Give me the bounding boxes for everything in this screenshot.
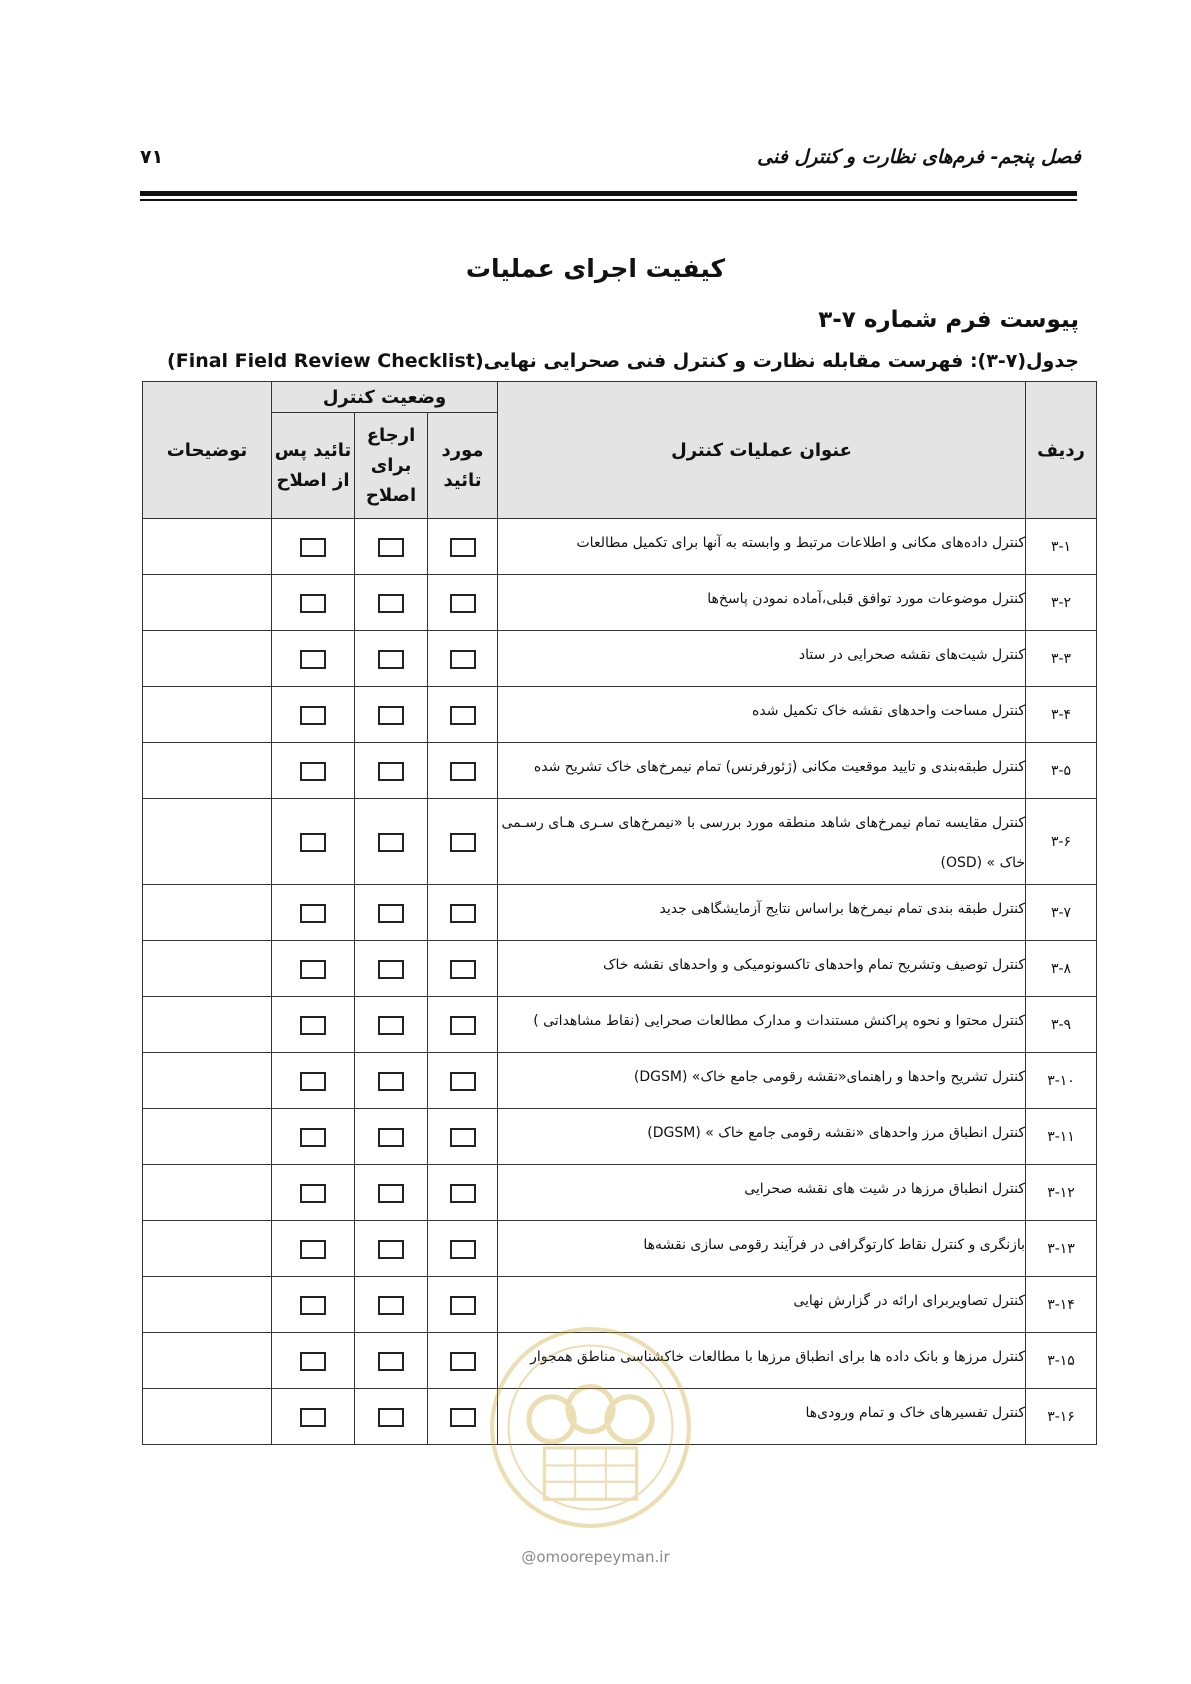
approved-checkbox[interactable]: [450, 833, 476, 852]
approved-after-correction-cell: [272, 1109, 355, 1165]
approved-cell: [428, 1053, 498, 1109]
notes-cell[interactable]: [143, 1165, 272, 1221]
referred-for-correction-cell: [355, 1333, 428, 1389]
row-number: ۳-۱۲: [1026, 1165, 1097, 1221]
row-number: ۳-۱۱: [1026, 1109, 1097, 1165]
approved-after-correction-cell: [272, 743, 355, 799]
referred-for-correction-cell: [355, 941, 428, 997]
approved-cell: [428, 1109, 498, 1165]
referred-for-correction-cell: [355, 743, 428, 799]
notes-cell[interactable]: [143, 1053, 272, 1109]
operation-title: کنترل طبقه بندی تمام نیمرخ‌ها براساس نتایج آزمایشگاهی جدید: [659, 901, 1026, 917]
operation-title-cell: [498, 799, 1026, 885]
referred-for-correction-cell: [355, 687, 428, 743]
operation-title-cell: [498, 1221, 1026, 1277]
referred-for-correction-checkbox[interactable]: [378, 1240, 404, 1259]
approved-cell: [428, 519, 498, 575]
checklist-table: [142, 381, 1097, 1445]
referred-for-correction-cell: [355, 519, 428, 575]
approved-after-correction-cell: [272, 1053, 355, 1109]
table-row: [143, 743, 1097, 799]
approved-after-correction-cell: [272, 1165, 355, 1221]
referred-for-correction-checkbox[interactable]: [378, 1408, 404, 1427]
notes-cell[interactable]: [143, 997, 272, 1053]
notes-cell[interactable]: [143, 1221, 272, 1277]
referred-for-correction-checkbox[interactable]: [378, 960, 404, 979]
approved-after-correction-cell: [272, 575, 355, 631]
approved-after-correction-checkbox[interactable]: [300, 1128, 326, 1147]
referred-for-correction-checkbox[interactable]: [378, 1184, 404, 1203]
operation-title: کنترل توصیف وتشریح تمام واحدهای تاکسونومیکی و واحدهای نقشه خاک: [603, 957, 1026, 973]
row-number: ۳-۱۰: [1026, 1053, 1097, 1109]
operation-title: کنترل طبقه‌بندی و تایید موقعیت مکانی (ژئورفرنس) تمام نیمرخ‌های خاک تشریح شده: [533, 759, 1026, 775]
operation-title-cell: [498, 575, 1026, 631]
row-number: ۳-۱: [1026, 519, 1097, 575]
referred-for-correction-cell: [355, 799, 428, 885]
operation-title: کنترل محتوا و نحوه پراکنش مستندات و مدارک مطالعات صحرایی (نقاط مشاهداتی ): [533, 1013, 1026, 1029]
approved-after-correction-cell: [272, 519, 355, 575]
table-row: [143, 631, 1097, 687]
page-number: ۷۱: [140, 146, 164, 168]
header-operation-title: عنوان عملیات کنترل: [498, 382, 1026, 519]
approved-checkbox[interactable]: [450, 706, 476, 725]
referred-for-correction-checkbox[interactable]: [378, 706, 404, 725]
approved-checkbox[interactable]: [450, 1408, 476, 1427]
operation-title-cell: [498, 1053, 1026, 1109]
approved-cell: [428, 631, 498, 687]
approved-checkbox[interactable]: [450, 904, 476, 923]
approved-cell: [428, 799, 498, 885]
approved-after-correction-cell: [272, 799, 355, 885]
referred-for-correction-cell: [355, 575, 428, 631]
approved-after-correction-checkbox[interactable]: [300, 904, 326, 923]
referred-for-correction-cell: [355, 997, 428, 1053]
approved-after-correction-cell: [272, 1333, 355, 1389]
approved-cell: [428, 941, 498, 997]
referred-for-correction-cell: [355, 1221, 428, 1277]
operation-title: کنترل مساحت واحدهای نقشه خاک تکمیل شده: [752, 703, 1026, 719]
referred-for-correction-checkbox[interactable]: [378, 1296, 404, 1315]
table-row: [143, 575, 1097, 631]
referred-for-correction-checkbox[interactable]: [378, 762, 404, 781]
notes-cell[interactable]: [143, 941, 272, 997]
approved-after-correction-cell: [272, 885, 355, 941]
approved-after-correction-cell: [272, 1277, 355, 1333]
approved-after-correction-checkbox[interactable]: [300, 706, 326, 725]
notes-cell[interactable]: [143, 885, 272, 941]
approved-cell: [428, 743, 498, 799]
approved-cell: [428, 1165, 498, 1221]
approved-cell: [428, 1221, 498, 1277]
approved-after-correction-checkbox[interactable]: [300, 1408, 326, 1427]
operation-title: کنترل شیت‌های نقشه صحرایی در ستاد: [798, 647, 1026, 663]
notes-cell[interactable]: [143, 1389, 272, 1445]
watermark-stamp: [488, 1325, 693, 1530]
header-rule-thin: [140, 199, 1077, 201]
approved-after-correction-checkbox[interactable]: [300, 1240, 326, 1259]
notes-cell[interactable]: [143, 743, 272, 799]
referred-for-correction-cell: [355, 1277, 428, 1333]
referred-for-correction-cell: [355, 1053, 428, 1109]
approved-checkbox[interactable]: [450, 650, 476, 669]
section-title: کیفیت اجرای عملیات: [465, 254, 726, 283]
operation-title: بازنگری و کنترل نقاط کارتوگرافی در فرآیند رقومی سازی نقشه‌ها: [643, 1237, 1026, 1253]
referred-for-correction-checkbox[interactable]: [378, 1352, 404, 1371]
operation-title: کنترل داده‌های مکانی و اطلاعات مرتبط و وابسته به آنها برای تکمیل مطالعات: [576, 535, 1026, 551]
referred-for-correction-cell: [355, 1109, 428, 1165]
referred-for-correction-cell: [355, 631, 428, 687]
referred-for-correction-cell: [355, 885, 428, 941]
row-number: ۳-۳: [1026, 631, 1097, 687]
table-row: [143, 997, 1097, 1053]
operation-title: کنترل موضوعات مورد توافق قبلی،آماده نمودن پاسخ‌ها: [707, 591, 1026, 607]
header-row-number: ردیف: [1026, 382, 1097, 519]
table-caption: جدول(۷-۳): فهرست مقابله نظارت و کنترل فنی صحرایی نهایی(Final Field Review Checklist): [167, 350, 1079, 372]
row-number: ۳-۹: [1026, 997, 1097, 1053]
approved-after-correction-cell: [272, 1389, 355, 1445]
table-row: [143, 941, 1097, 997]
operation-title-cell: [498, 687, 1026, 743]
approved-checkbox[interactable]: [450, 1296, 476, 1315]
approved-after-correction-checkbox[interactable]: [300, 960, 326, 979]
approved-after-correction-checkbox[interactable]: [300, 1296, 326, 1315]
row-number: ۳-۱۴: [1026, 1277, 1097, 1333]
row-number: ۳-۲: [1026, 575, 1097, 631]
row-number: ۳-۱۶: [1026, 1389, 1097, 1445]
header-rule-thick: [140, 191, 1077, 196]
operation-title: کنترل تصاویربرای ارائه در گزارش نهایی: [793, 1293, 1026, 1309]
approved-after-correction-cell: [272, 687, 355, 743]
header-approved-after-correction: تائید پس از اصلاح: [272, 413, 355, 519]
operation-title: کنترل مرزها و بانک داده ها برای انطباق مرزها با مطالعات خاکشناسی مناطق همجوار: [530, 1349, 1026, 1365]
notes-cell[interactable]: [143, 575, 272, 631]
table-row: [143, 799, 1097, 885]
referred-for-correction-checkbox[interactable]: [378, 1072, 404, 1091]
operation-title: کنترل انطباق مرزها در شیت های نقشه صحرایی: [744, 1181, 1026, 1197]
table-row: [143, 885, 1097, 941]
referred-for-correction-checkbox[interactable]: [378, 1128, 404, 1147]
approved-checkbox[interactable]: [450, 762, 476, 781]
chapter-header-title: فصل پنجم- فرم‌های نظارت و کنترل فنی: [757, 146, 1081, 168]
approved-after-correction-checkbox[interactable]: [300, 833, 326, 852]
approved-after-correction-cell: [272, 941, 355, 997]
operation-title-cell: [498, 1109, 1026, 1165]
header-approved: مورد تائید: [428, 413, 498, 519]
approved-checkbox[interactable]: [450, 1240, 476, 1259]
referred-for-correction-checkbox[interactable]: [378, 833, 404, 852]
notes-cell[interactable]: [143, 799, 272, 885]
row-number: ۳-۸: [1026, 941, 1097, 997]
operation-title-cell: [498, 885, 1026, 941]
referred-for-correction-checkbox[interactable]: [378, 594, 404, 613]
notes-cell[interactable]: [143, 1109, 272, 1165]
operation-title-cell: [498, 941, 1026, 997]
operation-title-cell: [498, 743, 1026, 799]
approved-after-correction-cell: [272, 631, 355, 687]
notes-cell[interactable]: [143, 1277, 272, 1333]
notes-cell[interactable]: [143, 1333, 272, 1389]
row-number: ۳-۵: [1026, 743, 1097, 799]
approved-checkbox[interactable]: [450, 1072, 476, 1091]
approved-cell: [428, 997, 498, 1053]
approved-checkbox[interactable]: [450, 1184, 476, 1203]
appendix-title: پیوست فرم شماره ۷-۳: [818, 307, 1079, 333]
table-row: [143, 1165, 1097, 1221]
approved-after-correction-checkbox[interactable]: [300, 1352, 326, 1371]
header-referred-for-correction: ارجاع برای اصلاح: [355, 413, 428, 519]
approved-checkbox[interactable]: [450, 538, 476, 557]
row-number: ۳-۱۳: [1026, 1221, 1097, 1277]
referred-for-correction-checkbox[interactable]: [378, 904, 404, 923]
approved-checkbox[interactable]: [450, 1352, 476, 1371]
referred-for-correction-cell: [355, 1389, 428, 1445]
referred-for-correction-checkbox[interactable]: [378, 538, 404, 557]
header-control-status: وضعیت کنترل: [272, 382, 498, 413]
approved-after-correction-checkbox[interactable]: [300, 538, 326, 557]
notes-cell[interactable]: [143, 519, 272, 575]
operation-title: کنترل تشریح واحدها و راهنمای«نقشه رقومی جامع خاک» (DGSM): [633, 1069, 1026, 1085]
approved-checkbox[interactable]: [450, 1016, 476, 1035]
referred-for-correction-checkbox[interactable]: [378, 650, 404, 669]
operation-title: کنترل انطباق مرز واحدهای «نقشه رقومی جامع خاک » (DGSM): [647, 1125, 1026, 1141]
operation-title-cell: [498, 1165, 1026, 1221]
table-row: [143, 1109, 1097, 1165]
approved-after-correction-checkbox[interactable]: [300, 1072, 326, 1091]
approved-after-correction-checkbox[interactable]: [300, 650, 326, 669]
approved-cell: [428, 885, 498, 941]
notes-cell[interactable]: [143, 687, 272, 743]
approved-after-correction-checkbox[interactable]: [300, 1016, 326, 1035]
approved-after-correction-checkbox[interactable]: [300, 594, 326, 613]
approved-checkbox[interactable]: [450, 960, 476, 979]
approved-checkbox[interactable]: [450, 594, 476, 613]
approved-after-correction-checkbox[interactable]: [300, 762, 326, 781]
operation-title-cell: [498, 997, 1026, 1053]
header-notes: توضیحات: [143, 382, 272, 519]
operation-title-cell: [498, 631, 1026, 687]
table-row: [143, 687, 1097, 743]
checklist-body: [143, 519, 1097, 1445]
watermark-text: @omoorepeyman.ir: [521, 1548, 670, 1566]
approved-checkbox[interactable]: [450, 1128, 476, 1147]
approved-after-correction-checkbox[interactable]: [300, 1184, 326, 1203]
table-row: [143, 519, 1097, 575]
row-number: ۳-۶: [1026, 799, 1097, 885]
operation-title: کنترل مقایسه تمام نیمرخ‌های شاهد منطقه مورد بررسی با «نیمرخ‌های سـری هـای رسـمی خاک » (OSD): [501, 815, 1026, 871]
approved-after-correction-cell: [272, 1221, 355, 1277]
notes-cell[interactable]: [143, 631, 272, 687]
operation-title: کنترل تفسیرهای خاک و تمام ورودی‌ها: [805, 1405, 1026, 1421]
operation-title-cell: [498, 519, 1026, 575]
approved-after-correction-cell: [272, 997, 355, 1053]
approved-cell: [428, 687, 498, 743]
row-number: ۳-۷: [1026, 885, 1097, 941]
referred-for-correction-cell: [355, 1165, 428, 1221]
referred-for-correction-checkbox[interactable]: [378, 1016, 404, 1035]
row-number: ۳-۱۵: [1026, 1333, 1097, 1389]
table-row: [143, 1221, 1097, 1277]
approved-cell: [428, 575, 498, 631]
table-row: [143, 1053, 1097, 1109]
row-number: ۳-۴: [1026, 687, 1097, 743]
